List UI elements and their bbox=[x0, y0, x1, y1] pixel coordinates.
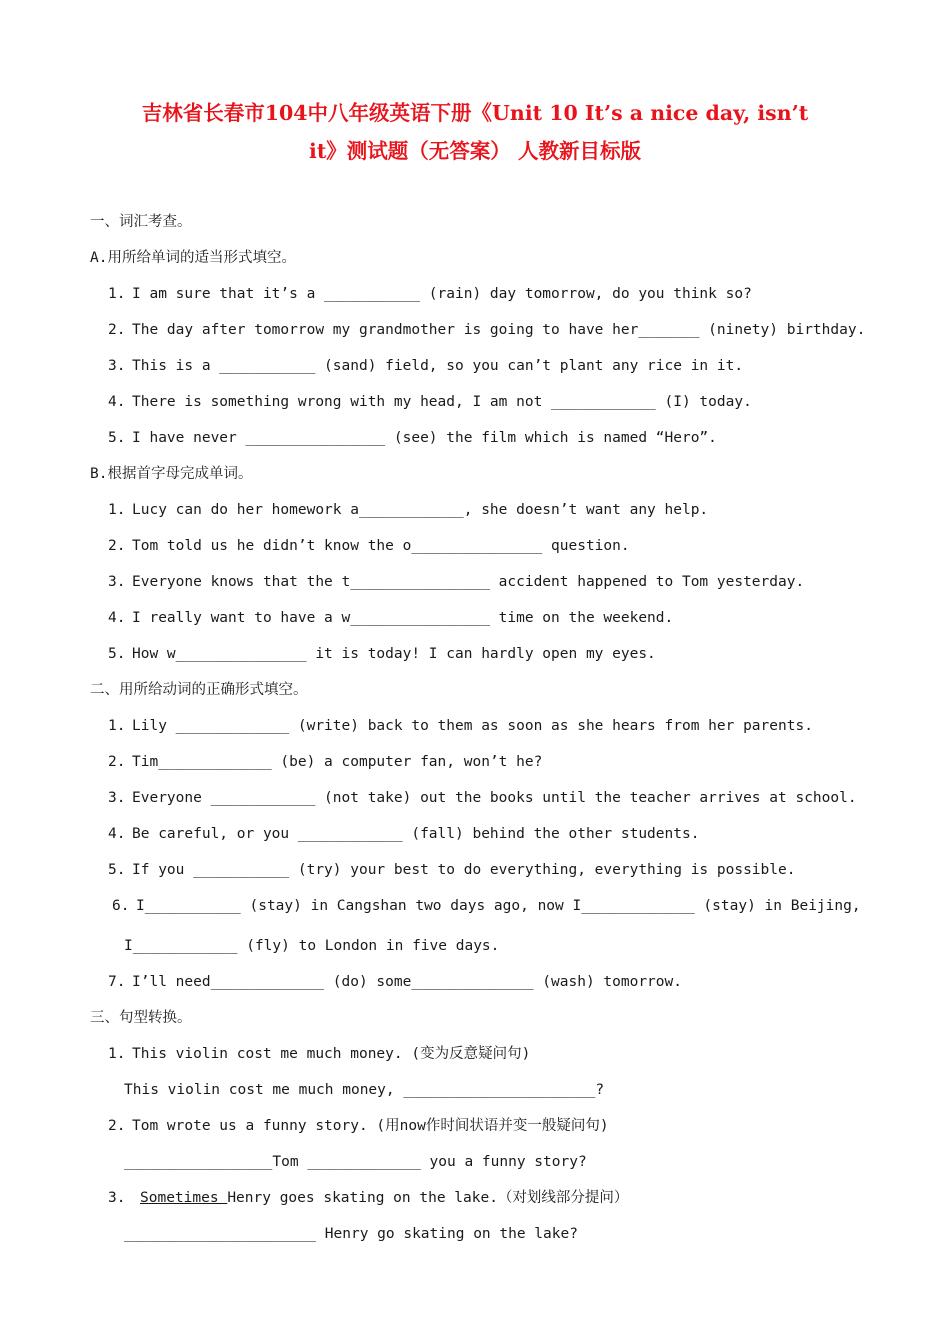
section-2-item-1 bbox=[108, 716, 813, 736]
item-number: 3. bbox=[108, 358, 126, 374]
section-3-heading: 三、句型转换。 bbox=[90, 1010, 192, 1026]
item-number: 7. bbox=[108, 974, 126, 990]
item-text: ______________________ Henry go skating on the lake? bbox=[124, 1226, 578, 1242]
part-b-item-3 bbox=[108, 572, 804, 592]
item-text: This violin cost me much money, ______________________? bbox=[124, 1082, 605, 1098]
item-number: 1. bbox=[108, 1046, 126, 1062]
underlined-word: Sometimes bbox=[140, 1190, 228, 1206]
section-3-item-1 bbox=[108, 1044, 530, 1064]
part-a-item-4 bbox=[108, 392, 752, 412]
item-text: Lucy can do her homework a____________, she doesn’t want any help. bbox=[132, 502, 709, 518]
item-text: Everyone ____________ (not take) out the books until the teacher arrives at school. bbox=[132, 790, 857, 806]
item-text: I am sure that it’s a ___________ (rain) day tomorrow, do you think so? bbox=[132, 286, 752, 302]
section-2-item-4 bbox=[108, 824, 699, 844]
part-b-item-2 bbox=[108, 536, 630, 556]
part-a-item-5 bbox=[108, 428, 717, 448]
item-text: I have never ________________ (see) the film which is named “Hero”. bbox=[132, 430, 717, 446]
section-3-item-3-answer bbox=[124, 1224, 578, 1244]
item-text: Lily _____________ (write) back to them as soon as she hears from her parents. bbox=[132, 718, 813, 734]
item-text: I___________ (stay) in Cangshan two days ago, now I_____________ (stay) in Beijing, bbox=[136, 898, 861, 914]
item-text: Tom wrote us a funny story. (用now作时间状语并变一般疑问句) bbox=[132, 1118, 609, 1134]
part-a-heading: A.用所给单词的适当形式填空。 bbox=[90, 250, 296, 266]
item-number: 2. bbox=[108, 322, 126, 338]
section-1-heading: 一、词汇考查。 bbox=[90, 214, 192, 230]
part-a-item-1 bbox=[108, 284, 752, 304]
item-number: 1. bbox=[108, 502, 126, 518]
item-text: Tim_____________ (be) a computer fan, won’t he? bbox=[132, 754, 543, 770]
item-text: If you ___________ (try) your best to do everything, everything is possible. bbox=[132, 862, 796, 878]
item-number: 5. bbox=[108, 646, 126, 662]
section-2-item-7 bbox=[108, 972, 682, 992]
item-number: 2. bbox=[108, 754, 126, 770]
section-3-item-2 bbox=[108, 1116, 609, 1136]
item-text: Be careful, or you ____________ (fall) behind the other students. bbox=[132, 826, 700, 842]
item-number: 5. bbox=[108, 862, 126, 878]
item-number: 6. bbox=[112, 898, 130, 914]
part-b-item-5 bbox=[108, 644, 656, 664]
item-number: 3. bbox=[108, 790, 126, 806]
document-title-line-2: it》测试题（无答案） 人教新目标版 bbox=[309, 139, 641, 163]
item-number: 5. bbox=[108, 430, 126, 446]
item-number: 3. bbox=[108, 574, 126, 590]
item-text: I____________ (fly) to London in five days. bbox=[124, 938, 500, 954]
document-title-line-1: 吉林省长春市104中八年级英语下册《Unit 10 It’s a nice day, isn’t bbox=[141, 101, 809, 125]
item-text: Henry goes skating on the lake.（对划线部分提问） bbox=[227, 1190, 629, 1206]
item-text: The day after tomorrow my grandmother is going to have her_______ (ninety) birthday. bbox=[132, 322, 866, 338]
item-number: 1. bbox=[108, 718, 126, 734]
item-text: I really want to have a w________________ time on the weekend. bbox=[132, 610, 674, 626]
item-text: This violin cost me much money. (变为反意疑问句) bbox=[132, 1046, 531, 1062]
section-2-item-6 bbox=[112, 896, 861, 916]
part-b-item-4 bbox=[108, 608, 673, 628]
item-text: I’ll need_____________ (do) some______________ (wash) tomorrow. bbox=[132, 974, 682, 990]
section-2-item-2 bbox=[108, 752, 542, 772]
item-number: 2. bbox=[108, 1118, 126, 1134]
item-text: Tom told us he didn’t know the o_______________ question. bbox=[132, 538, 630, 554]
item-number: 4. bbox=[108, 394, 126, 410]
item-text: Everyone knows that the t________________ accident happened to Tom yesterday. bbox=[132, 574, 805, 590]
section-2-item-6-continued bbox=[124, 936, 499, 956]
item-number: 1. bbox=[108, 286, 126, 302]
part-a-item-2 bbox=[108, 320, 865, 340]
section-2-item-3 bbox=[108, 788, 857, 808]
item-text: This is a ___________ (sand) field, so you can’t plant any rice in it. bbox=[132, 358, 744, 374]
item-text: There is something wrong with my head, I am not ____________ (I) today. bbox=[132, 394, 752, 410]
item-number: 4. bbox=[108, 610, 126, 626]
item-number: 3. bbox=[108, 1190, 126, 1206]
item-number: 4. bbox=[108, 826, 126, 842]
item-number: 2. bbox=[108, 538, 126, 554]
item-text: _________________Tom _____________ you a funny story? bbox=[124, 1154, 587, 1170]
part-b-item-1 bbox=[108, 500, 708, 520]
item-text: How w_______________ it is today! I can hardly open my eyes. bbox=[132, 646, 656, 662]
section-3-item-2-answer bbox=[124, 1152, 587, 1172]
section-3-item-3 bbox=[108, 1188, 628, 1208]
part-a-item-3 bbox=[108, 356, 743, 376]
section-3-item-1-answer bbox=[124, 1080, 604, 1100]
section-2-item-5 bbox=[108, 860, 795, 880]
part-b-heading: B.根据首字母完成单词。 bbox=[90, 466, 253, 482]
section-2-heading: 二、用所给动词的正确形式填空。 bbox=[90, 682, 308, 698]
